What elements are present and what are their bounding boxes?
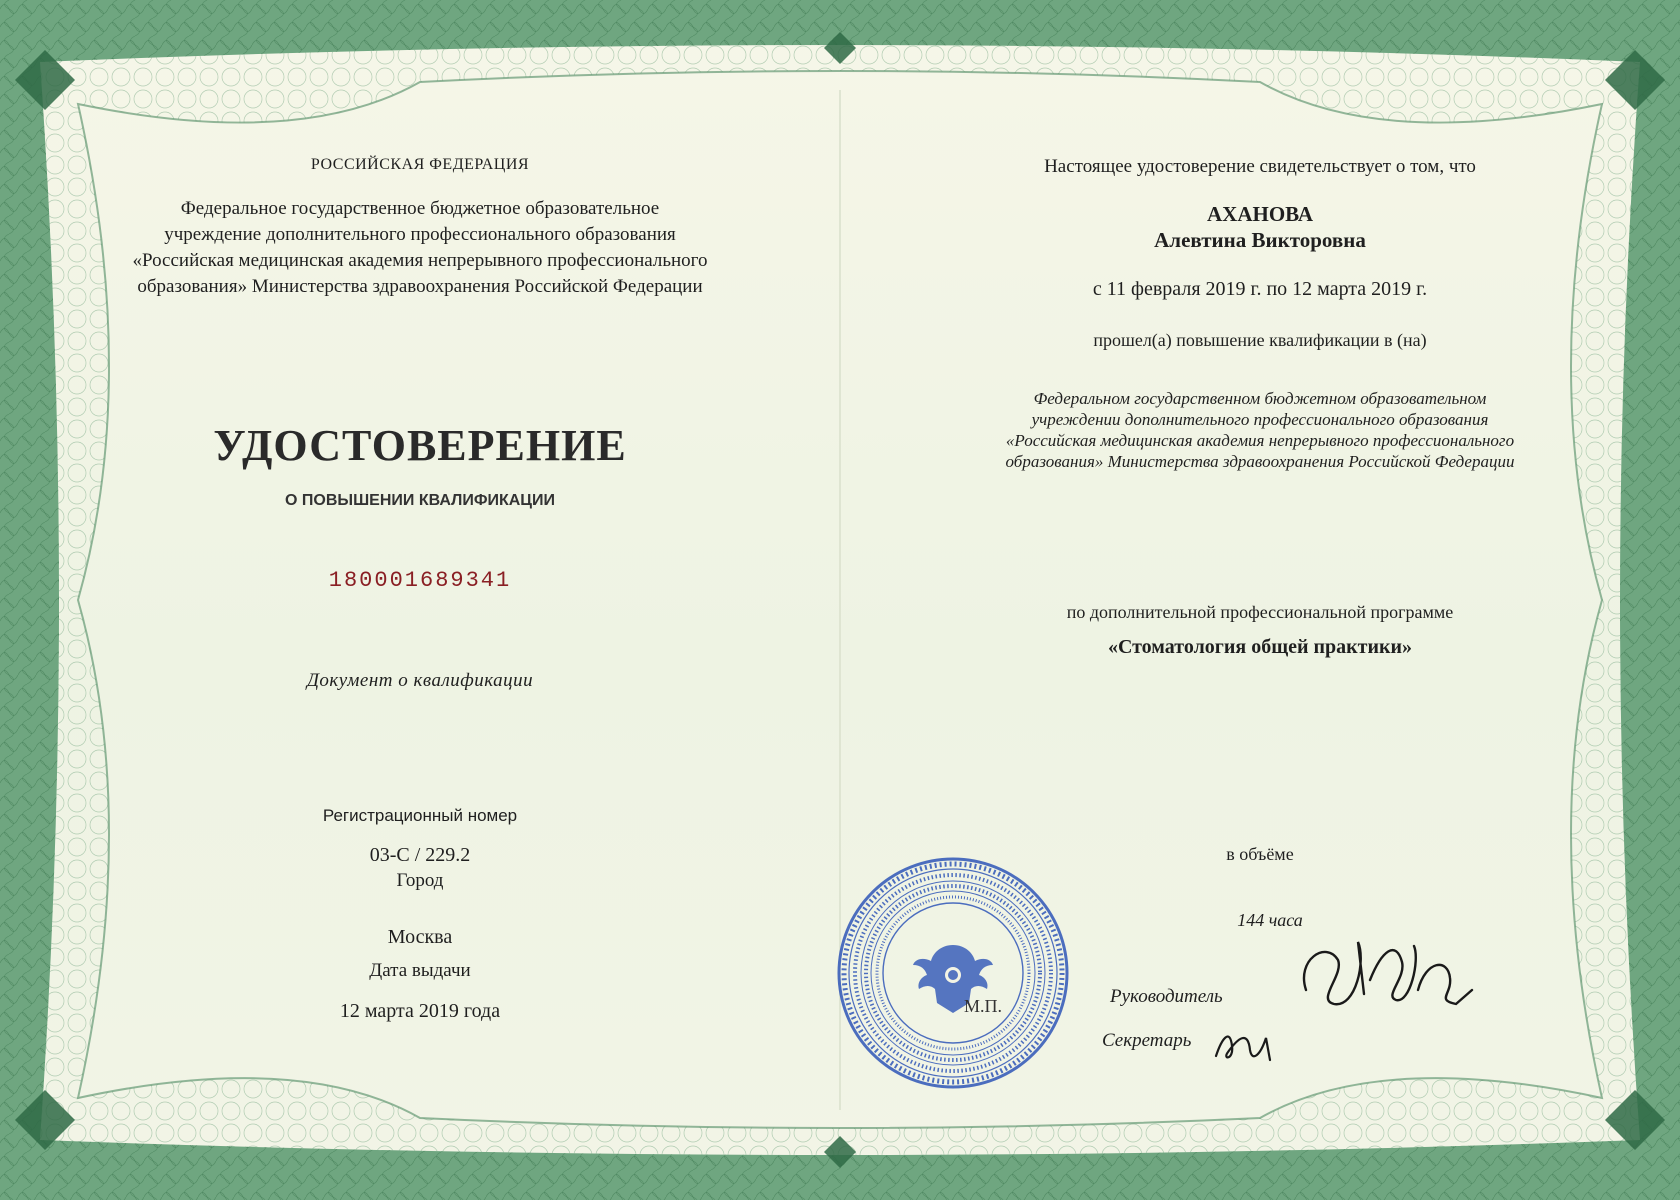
issue-date: 12 марта 2019 года — [339, 1000, 501, 1022]
institution-line: «Российская медицинская академия непрерывного профессионального — [1005, 431, 1515, 450]
volume-label: в объёме — [1226, 844, 1294, 864]
institution-line: образования» Министерства здравоохранения Российской Федерации — [1005, 452, 1515, 471]
document-title: УДОСТОВЕРЕНИЕ — [213, 421, 627, 470]
document-type: Документ о квалификации — [306, 670, 534, 691]
institution-line: Федеральном государственном бюджетном образовательном — [1033, 389, 1487, 408]
institution-line: учреждении дополнительного профессионального образования — [1031, 410, 1489, 429]
city-label: Город — [396, 870, 444, 891]
issuer-line: образования» Министерства здравоохранения Российской Федерации — [137, 276, 703, 297]
completion-text: прошел(а) повышение квалификации в (на) — [1093, 330, 1427, 350]
program-name: «Стоматология общей практики» — [1107, 636, 1413, 658]
head-label: Руководитель — [1110, 986, 1223, 1007]
holder-given-names: Алевтина Викторовна — [1154, 228, 1366, 252]
serial-number: 180001689341 — [328, 568, 512, 593]
official-seal — [833, 853, 1073, 1093]
issue-date-label: Дата выдачи — [369, 960, 471, 981]
issuer-line: учреждение дополнительного профессионального образования — [164, 224, 676, 245]
program-label: по дополнительной профессиональной программе — [1066, 602, 1454, 622]
country-name: РОССИЙСКАЯ ФЕДЕРАЦИЯ — [310, 156, 530, 173]
issuer-line: «Российская медицинская академия непрерывного профессионального — [132, 250, 708, 271]
issuer-name — [110, 196, 730, 300]
right-page — [840, 0, 1680, 1200]
intro-text: Настоящее удостоверение свидетельствует о том, что — [1044, 156, 1476, 177]
head-signature — [1286, 920, 1486, 1020]
secretary-signature — [1208, 1016, 1288, 1066]
document-subtitle: О ПОВЫШЕНИИ КВАЛИФИКАЦИИ — [285, 492, 555, 509]
secretary-label: Секретарь — [1102, 1030, 1192, 1051]
registration-number: 03-С / 229.2 — [369, 844, 471, 866]
city-value: Москва — [387, 926, 453, 948]
holder-surname: АХАНОВА — [1206, 202, 1313, 226]
training-period: с 11 февраля 2019 г. по 12 марта 2019 г. — [1092, 278, 1428, 300]
issuer-line: Федеральное государственное бюджетное образовательное — [180, 198, 660, 219]
stamp-place-label: М.П. — [964, 996, 1003, 1016]
registration-label: Регистрационный номер — [322, 806, 518, 825]
volume-hours: 144 часа — [1237, 910, 1303, 930]
institution-name — [960, 388, 1560, 472]
